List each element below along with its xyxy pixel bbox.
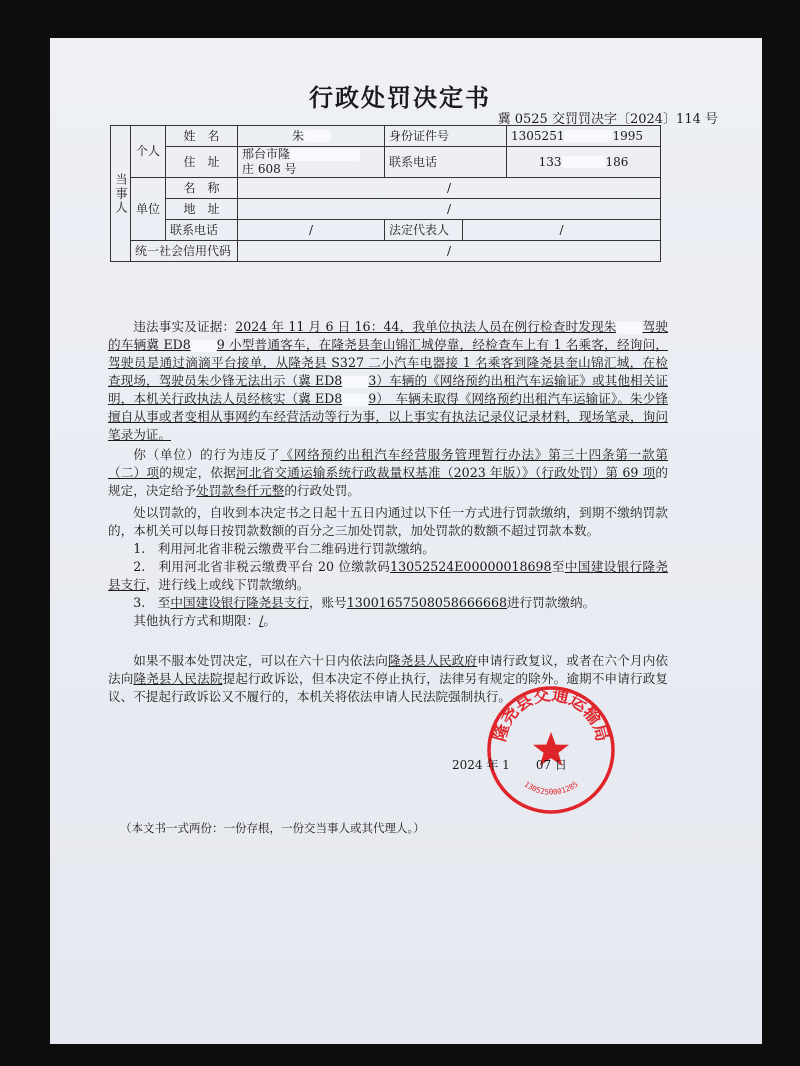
official-seal [485,684,617,816]
seal-code: 1305250001285 [522,779,580,797]
payment-bank-2: 中国建设银行隆尧县支行 [170,595,309,610]
unit-address-value: / [238,199,661,220]
penalty-amount: 处罚款叁仟元整 [196,483,285,498]
facts-section [108,318,668,444]
credit-code-label: 统一社会信用代码 [131,241,238,262]
phone-label: 联系电话 [385,147,507,178]
violation-section [108,446,668,500]
phone-value: 133 186 [507,147,661,178]
payment-item-2: 2. 利用河北省非税云缴费平台 20 位缴款码13052524E00000018698至中国建设银行隆尧县支行，进行线上或线下罚款缴纳。 [108,559,668,592]
appeal-government: 隆尧县人民政府 [387,653,478,668]
unit-phone-value: / [238,220,385,241]
document-title: 行政处罚决定书 [309,83,491,112]
payment-item-3: 3. 至中国建设银行隆尧县支行，账号13001657508058666668进行罚款缴纳。 [133,595,596,610]
facts-paragraph: 违法事实及证据：2024 年 11 月 6 日 16：44，我单位执法人员在例行检查时发现朱 驾驶的车辆冀 ED8 9 小型普通客车，在隆尧县奎山锦汇城停靠，经检查车上有 1 名乘客，经询问，驾驶员是通过滴滴平台接单，从隆尧县 S327 二小汽车电器接 1 名乘客到隆尧县奎山锦汇城，在检查现场，驾驶员朱少锋无法出示（冀 ED8 3）车辆的《网络预约出租汽车运输证》或其他相关证明，本机关行政执法人员经核实（冀 ED8 9） 车辆未取得《网络预约出租汽车运输证》。朱少锋擅自从事或者变相从事网约车经营活动等行为事，以上事实有执法记录仪记录材料，现场笔录，询问笔录为证。 [108,319,669,442]
name-label: 姓 名 [166,126,238,147]
payment-section [108,504,668,630]
legal-rep-value: / [463,220,661,241]
unit-phone-label: 联系电话 [166,220,238,241]
document-number: 冀 0525 交罚罚决字〔2024〕114 号 [497,112,718,127]
seal-text-arc: 隆尧县交通运输局 [489,685,613,744]
payment-other: 其他执行方式和期限：/。 [133,613,276,628]
name-value: 朱 [238,126,385,147]
unit-label: 单位 [131,178,166,241]
address-label: 住 址 [166,147,238,178]
id-value: 1305251 1995 [507,126,661,147]
unit-name-label: 名 称 [166,178,238,199]
issue-date: 2024 年 1 07 日 [452,758,567,772]
id-label: 身份证件号 [385,126,507,147]
address-value: 邢台市隆 庄 608 号 [238,147,385,178]
footer-note: （本文书一式两份：一份存根，一份交当事人或其代理人。） [120,821,425,835]
credit-code-value: / [238,241,661,262]
payment-bank: 中国建设银行隆尧县支行 [108,559,668,592]
appeal-paragraph: 如果不服本处罚决定，可以在六十日内依法向隆尧县人民政府申请行政复议，或者在六个月内依法向隆尧县人民法院提起行政诉讼，但本决定不停止执行，法律另有规定的除外。逾期不申请行政复议、不提起行政诉讼又不履行的，本机关将依法申请人民法院强制执行。 [108,653,669,704]
penalty-basis: 河北省交通运输系统行政裁量权基准（2023 年版）》（行政处罚）第 69 项 [236,465,656,480]
unit-name-value: / [238,178,661,199]
appeal-court: 隆尧县人民法院 [133,671,223,686]
payment-intro: 处以罚款的，自收到本决定书之日起十五日内通过以下任一方式进行罚款缴纳，到期不缴纳罚款的，本机关可以每日按罚款数额的百分之三加处罚款，加处罚款的数额不超过罚款本数。 [108,505,668,538]
payment-account: 13001657508058666668 [346,595,507,610]
payment-item-1: 1. 利用河北省非税云缴费平台二维码进行罚款缴纳。 [133,541,435,556]
facts-text: 2024 年 11 月 6 日 16：44，我单位执法人员在例行检查时发现朱 驾驶的车辆冀 ED8 9 小型普通客车，在隆尧县奎山锦汇城停靠，经检查车上有 1 名乘客，经询问，驾驶员是通过滴滴平台接单，从隆尧县 S327 二小汽车电器接 1 名乘客到隆尧县奎山锦汇城，在检查现场，驾驶员朱少锋无法出示（冀 ED8 3）车辆的《网络预约出租汽车运输证》或其他相关证明，本机关行政执法人员经核实（冀 ED8 9） 车辆未取得《网络预约出租汽车运输证》。朱少锋擅自从事或者变相从事网约车经营活动等行为事，以上事实有执法记录仪记录材料，现场笔录，询问笔录为证。 [108,319,669,442]
violated-law: 《网络预约出租汽车经营服务管理暂行办法》第三十四条第一款第（二）项 [108,447,669,480]
party-label: 当事人 [111,126,131,262]
payment-code: 13052524E00000018698 [390,559,552,574]
unit-address-label: 地 址 [166,199,238,220]
legal-rep-label: 法定代表人 [385,220,463,241]
party-info-table [110,125,661,262]
individual-label: 个人 [131,126,166,178]
violation-paragraph: 你（单位）的行为违反了《网络预约出租汽车经营服务管理暂行办法》第三十四条第一款第（二）项的规定，依据河北省交通运输系统行政裁量权基准（2023 年版）》（行政处罚）第 69 项的规定，决定给予处罚款叁仟元整的行政处罚。 [108,447,669,498]
